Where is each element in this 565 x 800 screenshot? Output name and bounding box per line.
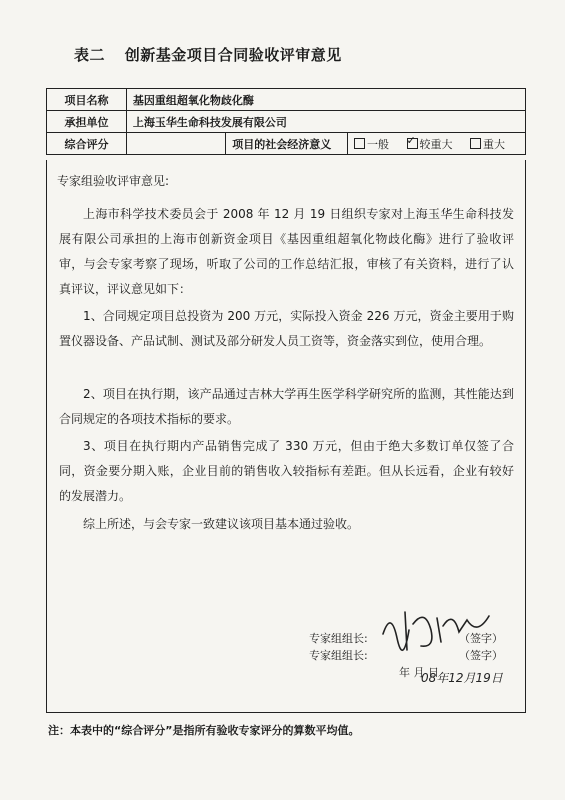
option-general-label: 一般 <box>367 137 389 151</box>
project-name-value: 基因重组超氧化物歧化酶 <box>126 89 525 111</box>
footnote: 注：本表中的“综合评分”是指所有验收专家评分的算数平均值。 <box>48 724 360 737</box>
sign-note-1: （签字） <box>459 632 503 645</box>
project-info-table <box>46 88 526 155</box>
opinion-paragraph-conclusion: 综上所述，与会专家一致建议该项目基本通过验收。 <box>83 517 360 531</box>
opinion-paragraph-2: 2、项目在执行期，该产品通过吉林大学再生医学科学研究所的监测，其性能达到合同规定的各项技术指标的要求。 <box>59 387 514 426</box>
option-significant[interactable] <box>407 138 453 151</box>
date-template: 年 月 日 <box>399 666 439 679</box>
significance-options <box>348 133 526 155</box>
option-significant-label: 较重大 <box>419 137 453 151</box>
option-major-label: 重大 <box>483 137 505 151</box>
opinion-paragraph-intro: 上海市科学技术委员会于 2008 年 12 月 19 日组织专家对上海玉华生命科技发展有限公司承担的上海市创新资金项目《基因重组超氧化物歧化酶》进行了验收评审，与会专家考察了现场，听取了公司的工作总结汇报，审核了有关资料，进行了认真评议，评议意见如下： <box>59 207 514 296</box>
opinion-box <box>46 160 526 713</box>
opinion-heading: 专家组验收评审意见: <box>57 174 170 188</box>
checkbox-significant[interactable] <box>407 138 418 149</box>
checkbox-major[interactable] <box>470 138 481 149</box>
leader-label-2: 专家组组长: <box>309 649 368 662</box>
undertaker-value: 上海玉华生命科技发展有限公司 <box>126 111 525 133</box>
sign-note-2: （签字） <box>459 649 503 662</box>
opinion-paragraph-3: 3、项目在执行期内产品销售完成了 330 万元，但由于绝大多数订单仅签了合同，资金要分期入账，企业目前的销售收入较指标有差距。但从长远看，企业有较好的发展潜力。 <box>59 439 514 503</box>
title-text: 创新基金项目合同验收评审意见 <box>124 46 342 64</box>
option-major[interactable] <box>470 138 505 151</box>
document-title <box>74 44 342 65</box>
significance-label: 项目的社会经济意义 <box>226 133 348 155</box>
opinion-paragraph-1: 1、合同规定项目总投资为 200 万元，实际投入资金 226 万元，资金主要用于购置仪器设备、产品试制、测试及部分研发人员工资等，资金落实到位，使用合理。 <box>59 309 514 348</box>
undertaker-label: 承担单位 <box>47 111 127 133</box>
checkbox-general[interactable] <box>354 138 365 149</box>
handwritten-date: 08年12月19日 <box>421 671 503 685</box>
score-value <box>126 133 225 155</box>
project-name-label: 项目名称 <box>47 89 127 111</box>
handwritten-signature-icon <box>377 590 517 690</box>
table-number: 表二 <box>74 46 106 64</box>
leader-label-1: 专家组组长: <box>309 632 368 645</box>
option-general[interactable] <box>354 138 389 151</box>
score-label: 综合评分 <box>47 133 127 155</box>
